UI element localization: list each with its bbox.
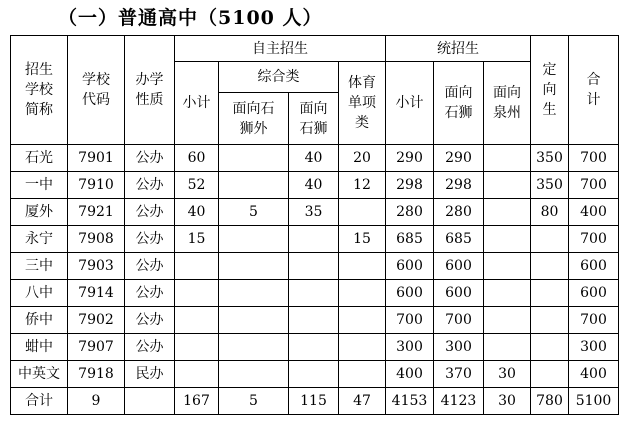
cell-comp-outside: 5 xyxy=(219,199,289,226)
cell-comp-shishi: 115 xyxy=(289,388,339,415)
cell-code: 7921 xyxy=(68,199,125,226)
cell-comp-shishi xyxy=(289,334,339,361)
cell-unified-shishi: 370 xyxy=(434,361,484,388)
cell-code: 7914 xyxy=(68,280,125,307)
cell-type xyxy=(125,388,175,415)
table-row xyxy=(11,361,619,388)
cell-comp-shishi: 40 xyxy=(289,172,339,199)
header-school-code: 学校 代码 xyxy=(68,36,125,145)
cell-auto-subtotal: 15 xyxy=(175,226,219,253)
cell-total: 600 xyxy=(569,253,619,280)
cell-comp-shishi: 35 xyxy=(289,199,339,226)
table-row xyxy=(11,226,619,253)
cell-auto-subtotal xyxy=(175,307,219,334)
total-row xyxy=(11,388,619,415)
cell-code: 7908 xyxy=(68,226,125,253)
cell-comp-shishi: 40 xyxy=(289,145,339,172)
cell-sports xyxy=(339,334,386,361)
cell-total: 700 xyxy=(569,172,619,199)
cell-comp-outside xyxy=(219,253,289,280)
cell-comp-shishi xyxy=(289,280,339,307)
cell-unified-subtotal: 4153 xyxy=(386,388,434,415)
cell-name: 三中 xyxy=(11,253,68,280)
cell-type: 公办 xyxy=(125,226,175,253)
cell-type: 公办 xyxy=(125,280,175,307)
cell-directed xyxy=(531,307,569,334)
cell-name: 厦外 xyxy=(11,199,68,226)
cell-sports xyxy=(339,199,386,226)
cell-total: 400 xyxy=(569,199,619,226)
cell-unified-subtotal: 700 xyxy=(386,307,434,334)
cell-unified-shishi: 600 xyxy=(434,280,484,307)
cell-directed xyxy=(531,226,569,253)
cell-unified-shishi: 298 xyxy=(434,172,484,199)
cell-sports: 12 xyxy=(339,172,386,199)
cell-type: 公办 xyxy=(125,145,175,172)
cell-code: 7901 xyxy=(68,145,125,172)
cell-type: 公办 xyxy=(125,334,175,361)
cell-name: 侨中 xyxy=(11,307,68,334)
cell-name: 合计 xyxy=(11,388,68,415)
cell-sports: 47 xyxy=(339,388,386,415)
cell-comp-shishi xyxy=(289,361,339,388)
header-autonomous: 自主招生 xyxy=(175,36,386,62)
header-row-1 xyxy=(11,36,619,62)
cell-unified-shishi: 700 xyxy=(434,307,484,334)
cell-auto-subtotal xyxy=(175,334,219,361)
cell-sports: 20 xyxy=(339,145,386,172)
cell-unified-quanzhou xyxy=(484,199,531,226)
cell-total: 600 xyxy=(569,280,619,307)
cell-unified-subtotal: 300 xyxy=(386,334,434,361)
cell-directed: 80 xyxy=(531,199,569,226)
table-row xyxy=(11,307,619,334)
cell-type: 民办 xyxy=(125,361,175,388)
cell-directed xyxy=(531,280,569,307)
cell-name: 一中 xyxy=(11,172,68,199)
cell-name: 蚶中 xyxy=(11,334,68,361)
cell-total: 700 xyxy=(569,307,619,334)
cell-comp-outside xyxy=(219,145,289,172)
cell-comp-outside: 5 xyxy=(219,388,289,415)
cell-unified-quanzhou: 30 xyxy=(484,388,531,415)
cell-unified-shishi: 600 xyxy=(434,253,484,280)
cell-total: 300 xyxy=(569,334,619,361)
cell-auto-subtotal: 167 xyxy=(175,388,219,415)
cell-unified-subtotal: 280 xyxy=(386,199,434,226)
table-row xyxy=(11,172,619,199)
cell-directed: 350 xyxy=(531,172,569,199)
cell-code: 7907 xyxy=(68,334,125,361)
cell-sports xyxy=(339,307,386,334)
cell-unified-subtotal: 298 xyxy=(386,172,434,199)
cell-directed: 780 xyxy=(531,388,569,415)
cell-unified-subtotal: 400 xyxy=(386,361,434,388)
cell-unified-quanzhou xyxy=(484,334,531,361)
cell-directed xyxy=(531,253,569,280)
cell-name: 中英文 xyxy=(11,361,68,388)
cell-unified-shishi: 300 xyxy=(434,334,484,361)
cell-type: 公办 xyxy=(125,253,175,280)
cell-comp-outside xyxy=(219,172,289,199)
cell-sports xyxy=(339,253,386,280)
cell-unified-subtotal: 685 xyxy=(386,226,434,253)
table-row xyxy=(11,253,619,280)
cell-comp-shishi xyxy=(289,307,339,334)
cell-comp-shishi xyxy=(289,253,339,280)
cell-unified-shishi: 290 xyxy=(434,145,484,172)
cell-auto-subtotal: 40 xyxy=(175,199,219,226)
cell-code: 7918 xyxy=(68,361,125,388)
cell-unified-shishi: 280 xyxy=(434,199,484,226)
table-row xyxy=(11,145,619,172)
header-comprehensive: 综合类 xyxy=(219,62,339,93)
enrollment-table xyxy=(10,35,619,415)
cell-comp-shishi xyxy=(289,226,339,253)
cell-auto-subtotal: 60 xyxy=(175,145,219,172)
header-school-short: 招生 学校 简称 xyxy=(11,36,68,145)
cell-comp-outside xyxy=(219,307,289,334)
cell-auto-subtotal: 52 xyxy=(175,172,219,199)
cell-directed xyxy=(531,361,569,388)
cell-unified-subtotal: 290 xyxy=(386,145,434,172)
table-row xyxy=(11,280,619,307)
cell-unified-quanzhou xyxy=(484,145,531,172)
cell-unified-shishi: 4123 xyxy=(434,388,484,415)
cell-unified-quanzhou xyxy=(484,172,531,199)
cell-type: 公办 xyxy=(125,307,175,334)
cell-unified-quanzhou: 30 xyxy=(484,361,531,388)
cell-name: 石光 xyxy=(11,145,68,172)
header-unified-shishi: 面向 石狮 xyxy=(434,62,484,145)
table-row xyxy=(11,334,619,361)
header-school-type: 办学 性质 xyxy=(125,36,175,145)
cell-unified-quanzhou xyxy=(484,307,531,334)
cell-code: 7902 xyxy=(68,307,125,334)
cell-auto-subtotal xyxy=(175,280,219,307)
cell-comp-outside xyxy=(219,334,289,361)
cell-directed xyxy=(531,334,569,361)
header-total: 合 计 xyxy=(569,36,619,145)
cell-code: 9 xyxy=(68,388,125,415)
header-auto-subtotal: 小计 xyxy=(175,62,219,145)
cell-total: 700 xyxy=(569,226,619,253)
header-directed: 定 向 生 xyxy=(531,36,569,145)
cell-type: 公办 xyxy=(125,199,175,226)
cell-comp-outside xyxy=(219,226,289,253)
header-unified-subtotal: 小计 xyxy=(386,62,434,145)
cell-unified-shishi: 685 xyxy=(434,226,484,253)
cell-code: 7910 xyxy=(68,172,125,199)
cell-unified-subtotal: 600 xyxy=(386,253,434,280)
cell-total: 700 xyxy=(569,145,619,172)
cell-auto-subtotal xyxy=(175,253,219,280)
cell-name: 八中 xyxy=(11,280,68,307)
header-unified-quanzhou: 面向 泉州 xyxy=(484,62,531,145)
header-unified: 统招生 xyxy=(386,36,531,62)
cell-unified-subtotal: 600 xyxy=(386,280,434,307)
cell-directed: 350 xyxy=(531,145,569,172)
cell-code: 7903 xyxy=(68,253,125,280)
header-to-shishi: 面向 石狮 xyxy=(289,93,339,145)
cell-unified-quanzhou xyxy=(484,280,531,307)
cell-type: 公办 xyxy=(125,172,175,199)
header-sports: 体育 单项 类 xyxy=(339,62,386,145)
cell-comp-outside xyxy=(219,280,289,307)
cell-unified-quanzhou xyxy=(484,226,531,253)
cell-sports: 15 xyxy=(339,226,386,253)
cell-name: 永宁 xyxy=(11,226,68,253)
cell-comp-outside xyxy=(219,361,289,388)
cell-auto-subtotal xyxy=(175,361,219,388)
cell-total: 5100 xyxy=(569,388,619,415)
cell-sports xyxy=(339,280,386,307)
cell-total: 400 xyxy=(569,361,619,388)
cell-sports xyxy=(339,361,386,388)
cell-unified-quanzhou xyxy=(484,253,531,280)
header-outside-shishi: 面向石 狮外 xyxy=(219,93,289,145)
table-row xyxy=(11,199,619,226)
page-title: （一）普通高中（5100 人） xyxy=(58,7,323,29)
